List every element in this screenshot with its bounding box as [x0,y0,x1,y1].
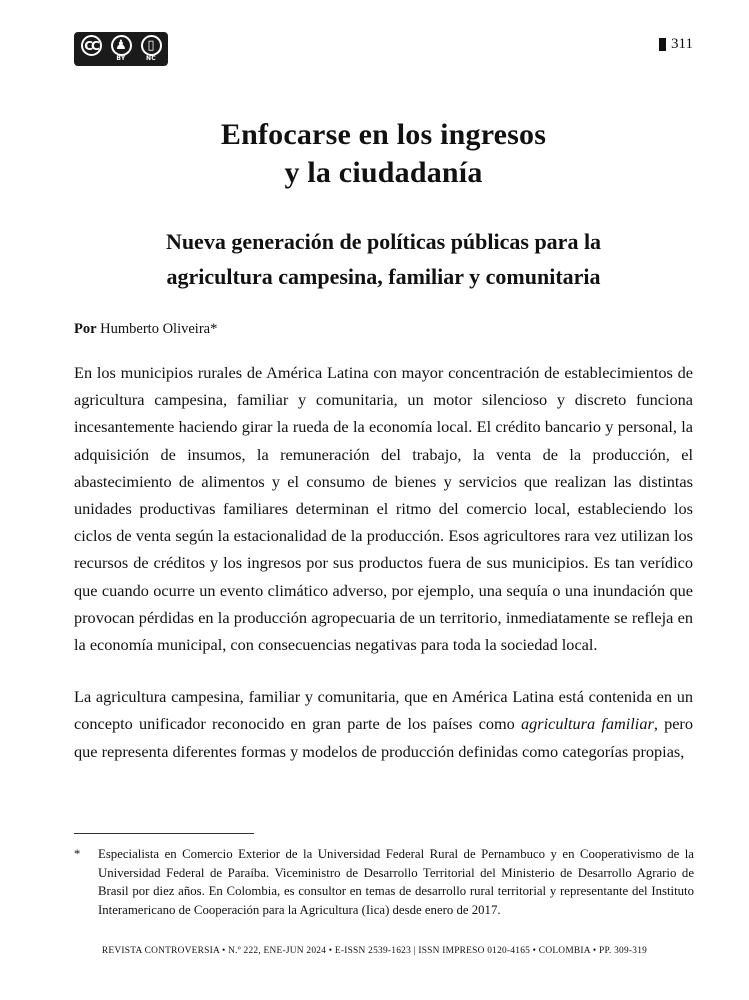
article-title [104,116,663,192]
footnote [74,845,694,919]
article-title-line-1: Enfocarse en los ingresos [220,118,547,151]
cc-logo-glyph: CC [81,35,102,56]
footnote-divider [74,833,254,834]
paragraph-2-part-1: La agricultura campesina, familiar y comunitaria, que en América Latina está contenida en un concepto unificador reconocido en gran parte de los países como [74,687,693,734]
article-subtitle-line-2: agricultura campesina, familiar y comunitaria [166,264,601,289]
footnote-marker: * [74,847,81,861]
cc-icon [76,34,106,64]
cc-nc-label: NC [145,55,157,62]
byline-label: Por [74,321,97,337]
attribution-icon [106,34,136,64]
byline [74,320,693,338]
crossed-dollar-icon: ▯ [141,35,162,56]
person-icon: ♟ [111,35,132,56]
creative-commons-badge [74,32,168,66]
cc-spacer-label [90,55,92,62]
article-subtitle-line-1: Nueva generación de políticas públicas para la [165,229,602,254]
page-number-value: 311 [671,36,693,52]
paragraph-2-emphasis: agricultura familiar [520,714,654,734]
paragraph-1: En los municipios rurales de América Latina con mayor concentración de establecimientos de agricultura campesina, familiar y comunitaria, un motor silencioso y discreto funciona incesantemente haciendo girar la rueda de la economía local. El crédito bancario y personal, la adquisición de insumos, la remuneración del trabajo, la venta de la producción, el abastecimiento de alimentos y el consumo de bienes y servicios que realizan las distintas unidades productivas familiares determinan el ritmo del comercio local, estableciendo los ciclos de venta según la estacionalidad de la producción. Esos agricultores rara vez utilizan los recursos de créditos y los ingresos por sus productos fuera de sus municipios. Es tan verídico que cuando ocurre un evento climático adverso, por ejemplo, una sequía o una inundación que provocan pérdidas en la producción agropecuaria de un territorio, inmediatamente se refleja en la economía municipal, con consecuencias negativas para toda la sociedad local. [74,363,693,655]
article-body [74,359,693,765]
footnote-text: Especialista en Comercio Exterior de la Universidad Federal Rural de Pernambuco y en Cooperativismo de la Universidad Federal de Paraíba. Viceministro de Desarrollo Territorial del Ministerio de Desarrollo Agrario de Brasil por diez años. En Colombia, es consultor en temas de desarrollo rural territorial y representante del Instituto Interamericano de Cooperación para la Agricultura (Iica) desde enero de 2017. [98,847,694,917]
paragraph-2 [74,683,693,765]
article-title-line-2: y la ciudadanía [284,156,483,189]
page-footer: REVISTA CONTROVERSIA • N.º 222, ENE-JUN 2024 • E-ISSN 2539-1623 | ISSN IMPRESO 0120-4165 • COLOMBIA • PP. 309-319 [101,946,648,956]
paragraph-2-part-2: , pero que representa diferentes formas y modelos de producción definidas como categorías propias, [74,714,693,761]
page-header [74,28,693,70]
article-subtitle [84,224,683,294]
cc-by-label: BY [116,55,126,62]
byline-author: Humberto Oliveira* [100,321,218,337]
noncommercial-icon [136,34,166,64]
page-number [659,36,693,53]
page-number-marker-icon [659,38,666,51]
